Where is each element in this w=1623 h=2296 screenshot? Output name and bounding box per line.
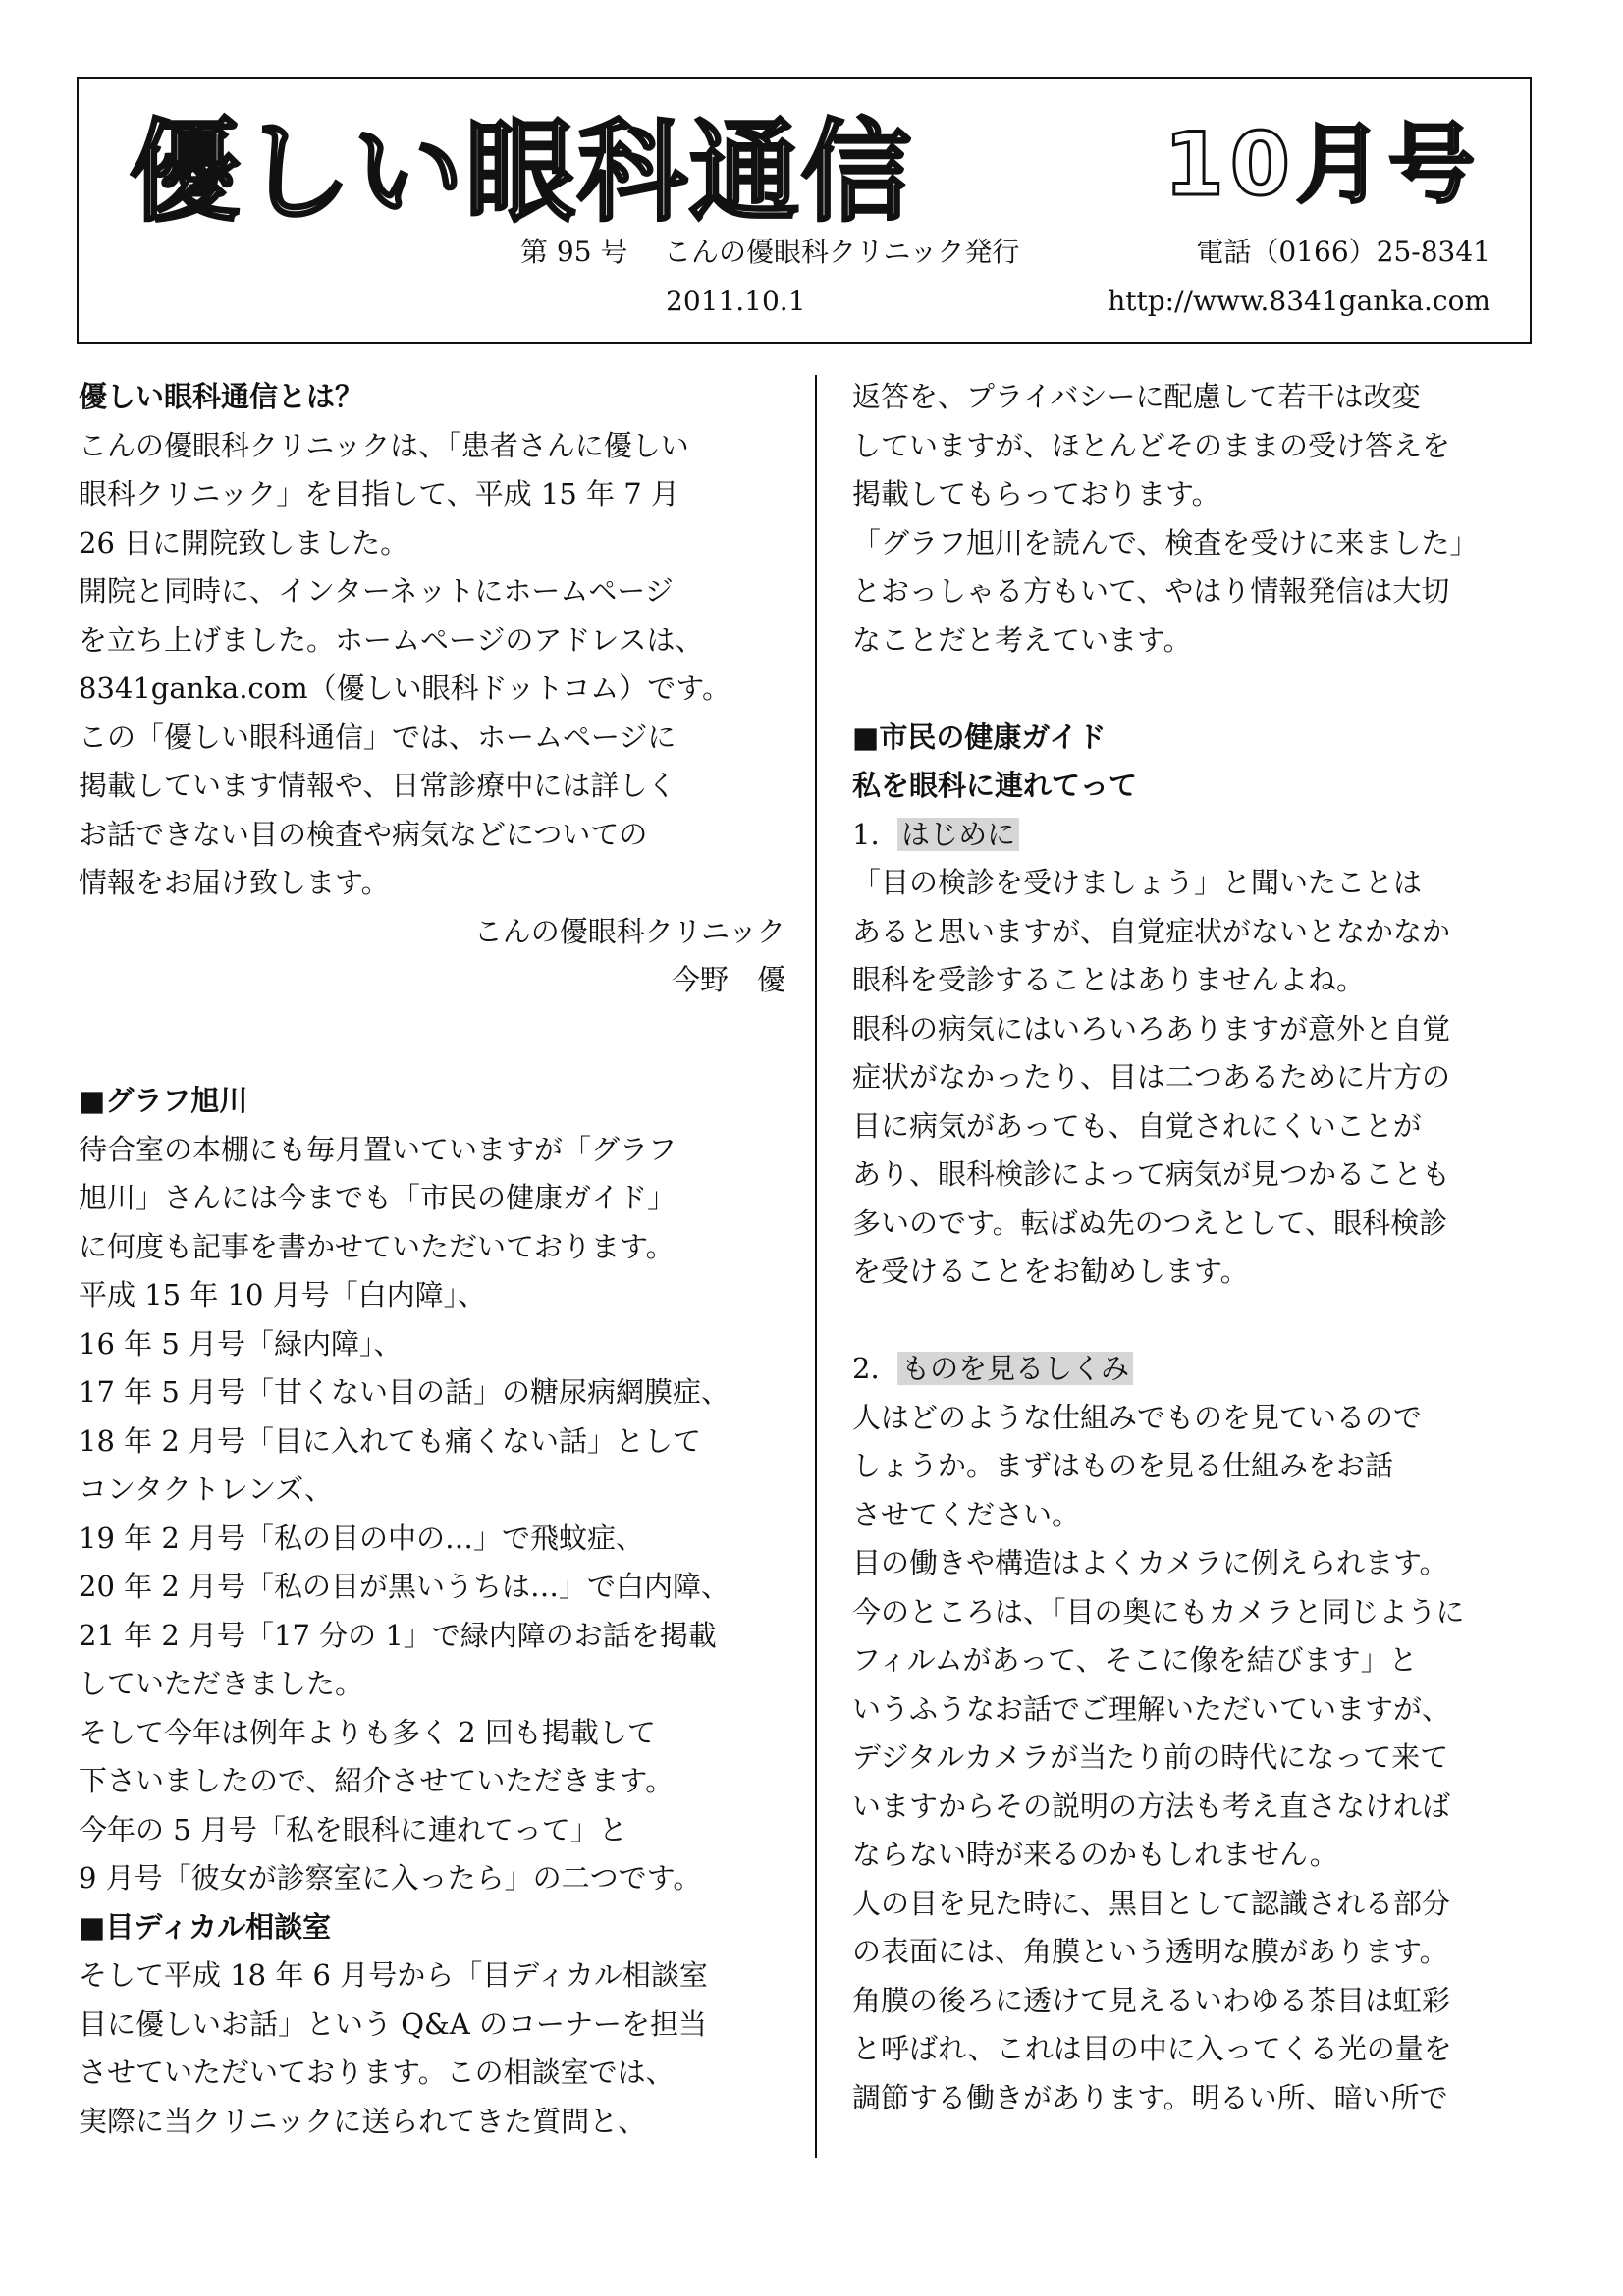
- text-line: とおっしゃる方もいて、やはり情報発信は大切: [852, 574, 1450, 608]
- text-line: 眼科の病気にはいろいろありますが意外と自覚: [852, 1011, 1451, 1045]
- text-line: いうふうなお話でご理解いただいていますが、: [852, 1691, 1451, 1726]
- text-line: を受けることをお勧めします。: [852, 1255, 1249, 1288]
- text-line: を立ち上げました。ホームページのアドレスは、: [79, 622, 704, 657]
- medical-consultation-heading: ■目ディカル相談室: [79, 1909, 332, 1944]
- medical-consultation-paragraph: [79, 1951, 785, 2146]
- text-line: この「優しい眼科通信」では、ホームページに: [79, 720, 676, 754]
- intro-paragraph: [79, 422, 785, 908]
- text-line: 開院と同時に、インターネットにホームページ: [79, 574, 674, 608]
- text-line: 下さいましたので、紹介させていただきます。: [79, 1764, 675, 1797]
- text-line: 掲載しています情報や、日常診療中には詳しく: [79, 769, 676, 802]
- continued-paragraph: [852, 373, 1559, 665]
- text-line: 実際に当クリニックに送られてきた質問と、: [79, 2104, 647, 2138]
- section-1-number: 1.: [852, 817, 880, 851]
- publisher: こんの優眼科クリニック発行: [664, 236, 1020, 268]
- spacer: [79, 1005, 785, 1054]
- text-line: 目に優しいお話」という Q&A のコーナーを担当: [79, 2006, 707, 2041]
- text-line: 調節する働きがあります。明るい所、暗い所で: [852, 2080, 1448, 2114]
- issue-date: 2011.10.1: [666, 285, 806, 317]
- masthead: [77, 77, 1532, 344]
- spacer: [852, 1297, 1559, 1346]
- text-line: ならない時が来るのかもしれません。: [852, 1838, 1338, 1871]
- text-line: 旭川」さんには今までも「市民の健康ガイド」: [79, 1181, 676, 1214]
- text-line: 症状がなかったり、目は二つあるために片方の: [852, 1060, 1451, 1094]
- text-line: デジタルカメラが当たり前の時代になって来て: [852, 1740, 1449, 1774]
- text-line: こんの優眼科クリニックは、「患者さんに優しい: [79, 428, 689, 462]
- text-line: 19 年 2 月号「私の目の中の…」で飛蚊症、: [79, 1521, 645, 1555]
- text-line: 人の目を見た時に、黒目として認識される部分: [852, 1886, 1451, 1920]
- text-line: していますが、ほとんどそのままの受け答えを: [852, 428, 1451, 462]
- text-line: 返答を、プライバシーに配慮して若干は改変: [852, 380, 1421, 413]
- website-url[interactable]: http://www.8341ganka.com: [1108, 285, 1490, 317]
- text-line: 9 月号「彼女が診察室に入ったら」の二つです。: [79, 1861, 702, 1895]
- text-line: させてください。: [852, 1497, 1081, 1531]
- text-line: しょうか。まずはものを見る仕組みをお話: [852, 1449, 1394, 1482]
- text-line: コンタクトレンズ、: [79, 1472, 334, 1506]
- text-line: 眼科クリニック」を目指して、平成 15 年 7 月: [79, 477, 679, 510]
- issue-month: 10月号: [1163, 114, 1481, 215]
- text-line: 多いのです。転ばぬ先のつえとして、眼科検診: [852, 1205, 1448, 1240]
- text-line: していただきました。: [79, 1667, 364, 1700]
- text-line: と呼ばれ、これは目の中に入ってくる光の量を: [852, 2032, 1452, 2065]
- text-line: 目に病気があっても、自覚されにくいことが: [852, 1108, 1422, 1143]
- text-line: 20 年 2 月号「私の目が黒いうちは…」で白内障、: [79, 1570, 730, 1603]
- section-2-number: 2.: [852, 1352, 880, 1385]
- text-line: そして今年は例年よりも多く 2 回も掲載して: [79, 1715, 656, 1749]
- section-1-title: はじめに: [897, 818, 1019, 851]
- signature-name: 今野 優: [671, 963, 785, 996]
- text-line: 16 年 5 月号「緑内障」、: [79, 1326, 403, 1361]
- text-line: 今年の 5 月号「私を眼科に連れてって」と: [79, 1812, 627, 1846]
- text-line: お話できない目の検査や病気などについての: [79, 817, 648, 851]
- section-2-heading: [852, 1345, 1559, 1394]
- section-2-title: ものを見るしくみ: [897, 1352, 1133, 1385]
- text-line: 21 年 2 月号「17 分の 1」で緑内障のお話を掲載: [79, 1618, 717, 1652]
- text-line: なことだと考えています。: [852, 622, 1192, 657]
- spacer: [79, 1053, 785, 1077]
- text-line: 人はどのような仕組みでものを見ているので: [852, 1400, 1423, 1434]
- text-line: の表面には、角膜という透明な膜があります。: [852, 1935, 1448, 1968]
- health-guide-subheading: 私を眼科に連れてって: [852, 769, 1138, 802]
- graph-asahikawa-heading: ■グラフ旭川: [79, 1084, 248, 1117]
- text-line: あり、眼科検診によって病気が見つかることも: [852, 1157, 1451, 1191]
- text-line: 今のところは、「目の奥にもカメラと同じように: [852, 1594, 1465, 1629]
- text-line: 8341ganka.com（優しい眼科ドットコム）です。: [79, 671, 730, 705]
- text-line: 18 年 2 月号「目に入れても痛くない話」として: [79, 1423, 702, 1458]
- text-line: 眼科を受診することはありませんよね。: [852, 963, 1366, 996]
- section-1-paragraph: [852, 859, 1559, 1297]
- issue-number: 第 95 号: [520, 236, 628, 268]
- text-line: 平成 15 年 10 月号「白内障」、: [79, 1278, 487, 1311]
- text-line: 待合室の本棚にも毎月置いていますが「グラフ: [79, 1132, 677, 1166]
- text-line: 角膜の後ろに透けて見えるいわゆる茶目は虹彩: [852, 1983, 1451, 2017]
- text-line: 目の働きや構造はよくカメラに例えられます。: [852, 1546, 1448, 1579]
- text-line: 情報をお届け致します。: [79, 866, 390, 899]
- phone-number: 電話（0166）25-8341: [1196, 236, 1490, 268]
- right-column: [852, 373, 1559, 2122]
- section-2-paragraph: [852, 1394, 1559, 2123]
- text-line: 26 日に開院致しました。: [79, 525, 409, 560]
- left-column: [79, 373, 785, 2146]
- text-line: 「グラフ旭川を読んで、検査を受けに来ました」: [852, 525, 1479, 560]
- text-line: 17 年 5 月号「甘くない目の話」の糖尿病網膜症、: [79, 1375, 730, 1409]
- text-line: 掲載してもらっております。: [852, 477, 1220, 510]
- intro-heading: 優しい眼科通信とは？: [79, 380, 364, 413]
- signature-clinic: こんの優眼科クリニック: [473, 914, 785, 948]
- text-line: いますからその説明の方法も考え直さなければ: [852, 1789, 1451, 1823]
- section-1-heading: [852, 811, 1559, 860]
- text-line: させていただいております。この相談室では、: [79, 2056, 675, 2089]
- text-line: 「目の検診を受けましょう」と聞いたことは: [852, 866, 1423, 899]
- text-line: に何度も記事を書かせていただいております。: [79, 1229, 675, 1263]
- column-divider: [815, 375, 817, 2158]
- text-line: あると思いますが、自覚症状がないとなかなか: [852, 914, 1451, 948]
- text-line: そして平成 18 年 6 月号から「目ディカル相談室: [79, 1958, 708, 1992]
- health-guide-heading: ■市民の健康ガイド: [852, 720, 1107, 754]
- text-line: フィルムがあって、そこに像を結びます」と: [852, 1643, 1418, 1677]
- graph-asahikawa-paragraph: [79, 1126, 785, 1903]
- newsletter-title: 優しい眼科通信: [130, 109, 913, 237]
- spacer: [852, 665, 1559, 714]
